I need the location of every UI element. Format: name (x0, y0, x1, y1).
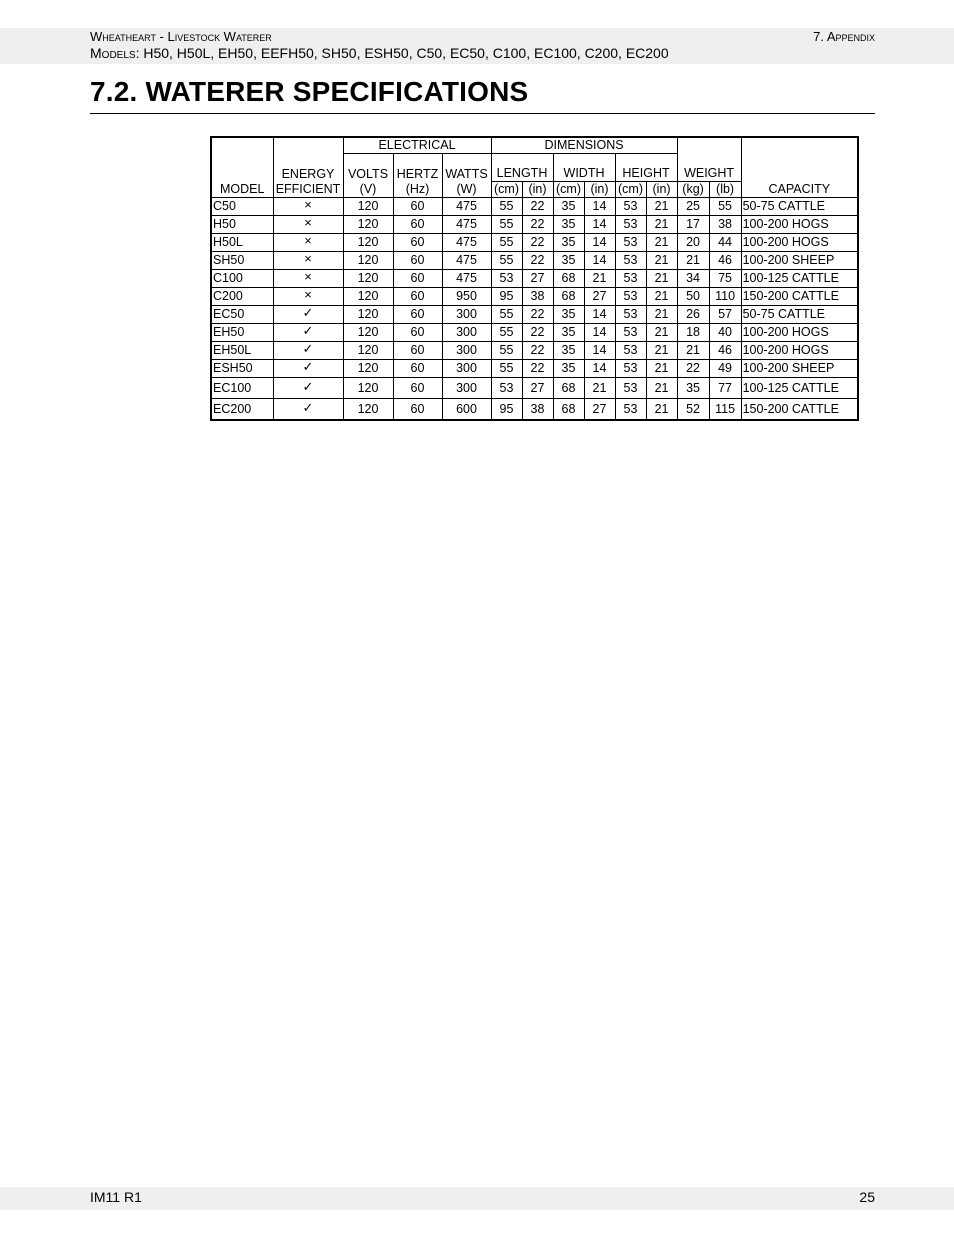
length-cm-cell: 95 (491, 399, 522, 421)
weight-kg-cell: 21 (677, 342, 709, 360)
width-cm-cell: 35 (553, 234, 584, 252)
height-cm-cell: 53 (615, 216, 646, 234)
width-in-cell: 21 (584, 378, 615, 399)
height-cm-cell: 53 (615, 288, 646, 306)
length-cm-cell: 55 (491, 216, 522, 234)
width-in-cell: 27 (584, 399, 615, 421)
check-icon: ✓ (302, 305, 314, 320)
width-cm-cell: 35 (553, 324, 584, 342)
hertz-cell: 60 (393, 252, 442, 270)
length-in-cell: 27 (522, 378, 553, 399)
title-divider (90, 113, 875, 114)
header-row-names (211, 154, 858, 182)
hertz-cell: 60 (393, 324, 442, 342)
energy-efficient-cell (273, 342, 343, 360)
table-row (211, 270, 858, 288)
width-in-unit: (in) (584, 182, 615, 198)
watts-header: WATTS (442, 154, 491, 182)
table-row (211, 378, 858, 399)
height-header: HEIGHT (615, 154, 677, 182)
check-icon: ✓ (302, 378, 314, 394)
capacity-cell: 100-200 HOGS (741, 324, 858, 342)
length-in-cell: 22 (522, 342, 553, 360)
watts-unit: (W) (442, 182, 491, 198)
height-in-cell: 21 (646, 252, 677, 270)
weight-lb-cell: 46 (709, 342, 741, 360)
width-cm-cell: 68 (553, 288, 584, 306)
width-cm-cell: 68 (553, 399, 584, 421)
weight-lb-cell: 44 (709, 234, 741, 252)
capacity-header-spacer (741, 154, 858, 182)
hertz-cell: 60 (393, 198, 442, 216)
length-in-cell: 22 (522, 306, 553, 324)
width-cm-cell: 68 (553, 378, 584, 399)
weight-lb-cell: 49 (709, 360, 741, 378)
weight-lb-cell: 40 (709, 324, 741, 342)
energy-header-blank (273, 137, 343, 154)
weight-kg-cell: 26 (677, 306, 709, 324)
height-cm-cell: 53 (615, 270, 646, 288)
capacity-cell: 50-75 CATTLE (741, 306, 858, 324)
table-row (211, 306, 858, 324)
hertz-cell: 60 (393, 399, 442, 421)
model-cell: C100 (211, 270, 273, 288)
height-in-cell: 21 (646, 360, 677, 378)
weight-header-blank (677, 137, 741, 154)
width-in-cell: 14 (584, 234, 615, 252)
length-in-cell: 38 (522, 399, 553, 421)
width-in-cell: 14 (584, 342, 615, 360)
watts-cell: 300 (442, 306, 491, 324)
watts-cell: 475 (442, 234, 491, 252)
capacity-cell: 100-125 CATTLE (741, 378, 858, 399)
energy-efficient-cell (273, 252, 343, 270)
width-cm-cell: 35 (553, 252, 584, 270)
weight-kg-cell: 34 (677, 270, 709, 288)
specifications-body (211, 198, 858, 421)
watts-cell: 600 (442, 399, 491, 421)
energy-efficient-cell (273, 216, 343, 234)
capacity-header: CAPACITY (741, 182, 858, 198)
length-cm-cell: 55 (491, 324, 522, 342)
watts-cell: 300 (442, 342, 491, 360)
electrical-group-header: ELECTRICAL (343, 137, 491, 154)
height-in-cell: 21 (646, 324, 677, 342)
length-cm-cell: 53 (491, 378, 522, 399)
weight-kg-cell: 21 (677, 252, 709, 270)
hertz-cell: 60 (393, 306, 442, 324)
footer-band (0, 1187, 954, 1210)
length-in-cell: 38 (522, 288, 553, 306)
length-cm-cell: 55 (491, 360, 522, 378)
width-in-cell: 14 (584, 360, 615, 378)
capacity-cell: 150-200 CATTLE (741, 399, 858, 421)
capacity-cell: 100-200 SHEEP (741, 252, 858, 270)
model-cell: EC50 (211, 306, 273, 324)
weight-kg-cell: 50 (677, 288, 709, 306)
table-row (211, 399, 858, 421)
weight-kg-cell: 17 (677, 216, 709, 234)
energy-efficient-cell (273, 324, 343, 342)
capacity-header-blank (741, 137, 858, 154)
footer-doc-id: IM11 R1 (90, 1189, 142, 1205)
table-row (211, 252, 858, 270)
length-in-unit: (in) (522, 182, 553, 198)
cross-icon: × (304, 233, 312, 248)
cross-icon: × (304, 251, 312, 266)
volts-cell: 120 (343, 216, 393, 234)
width-cm-cell: 35 (553, 306, 584, 324)
watts-cell: 300 (442, 324, 491, 342)
width-in-cell: 14 (584, 324, 615, 342)
volts-cell: 120 (343, 252, 393, 270)
height-cm-cell: 53 (615, 399, 646, 421)
weight-lb-cell: 110 (709, 288, 741, 306)
height-in-cell: 21 (646, 234, 677, 252)
cross-icon: × (304, 215, 312, 230)
length-in-cell: 22 (522, 216, 553, 234)
length-cm-cell: 95 (491, 288, 522, 306)
header-row-units (211, 182, 858, 198)
model-header: MODEL (211, 182, 273, 198)
table-row (211, 324, 858, 342)
cross-icon: × (304, 269, 312, 284)
width-header: WIDTH (553, 154, 615, 182)
height-cm-unit: (cm) (615, 182, 646, 198)
check-icon: ✓ (302, 399, 314, 415)
length-cm-cell: 55 (491, 306, 522, 324)
model-header-blank (211, 137, 273, 154)
length-cm-cell: 55 (491, 252, 522, 270)
height-in-unit: (in) (646, 182, 677, 198)
table-row (211, 342, 858, 360)
header-section: 7. Appendix (813, 29, 875, 44)
weight-lb-cell: 55 (709, 198, 741, 216)
model-cell: EH50L (211, 342, 273, 360)
energy-efficient-cell (273, 288, 343, 306)
specifications-table (210, 136, 859, 421)
weight-kg-cell: 20 (677, 234, 709, 252)
model-cell: ESH50 (211, 360, 273, 378)
weight-kg-cell: 35 (677, 378, 709, 399)
hertz-cell: 60 (393, 342, 442, 360)
capacity-cell: 150-200 CATTLE (741, 288, 858, 306)
height-cm-cell: 53 (615, 378, 646, 399)
length-in-cell: 22 (522, 324, 553, 342)
watts-cell: 475 (442, 216, 491, 234)
height-cm-cell: 53 (615, 324, 646, 342)
watts-cell: 475 (442, 270, 491, 288)
watts-cell: 475 (442, 252, 491, 270)
hertz-header: HERTZ (393, 154, 442, 182)
height-cm-cell: 53 (615, 252, 646, 270)
width-cm-cell: 35 (553, 360, 584, 378)
length-cm-cell: 55 (491, 198, 522, 216)
weight-kg-cell: 22 (677, 360, 709, 378)
height-cm-cell: 53 (615, 198, 646, 216)
energy-efficient-cell (273, 399, 343, 421)
model-cell: EC200 (211, 399, 273, 421)
energy-efficient-cell (273, 270, 343, 288)
models-label: Models: (90, 45, 140, 61)
height-cm-cell: 53 (615, 342, 646, 360)
length-cm-unit: (cm) (491, 182, 522, 198)
weight-kg-unit: (kg) (677, 182, 709, 198)
height-in-cell: 21 (646, 399, 677, 421)
energy-efficient-cell (273, 360, 343, 378)
weight-lb-cell: 38 (709, 216, 741, 234)
height-cm-cell: 53 (615, 306, 646, 324)
weight-kg-cell: 18 (677, 324, 709, 342)
capacity-cell: 100-125 CATTLE (741, 270, 858, 288)
width-cm-cell: 35 (553, 198, 584, 216)
table-row (211, 360, 858, 378)
volts-cell: 120 (343, 306, 393, 324)
volts-cell: 120 (343, 378, 393, 399)
table-row (211, 234, 858, 252)
capacity-cell: 100-200 HOGS (741, 216, 858, 234)
width-in-cell: 27 (584, 288, 615, 306)
weight-lb-cell: 77 (709, 378, 741, 399)
volts-cell: 120 (343, 270, 393, 288)
height-cm-cell: 53 (615, 360, 646, 378)
capacity-cell: 50-75 CATTLE (741, 198, 858, 216)
hertz-cell: 60 (393, 378, 442, 399)
hertz-cell: 60 (393, 270, 442, 288)
volts-cell: 120 (343, 342, 393, 360)
height-in-cell: 21 (646, 288, 677, 306)
weight-lb-cell: 115 (709, 399, 741, 421)
check-icon: ✓ (302, 323, 314, 338)
header-row-groups (211, 137, 858, 154)
footer-page-number: 25 (859, 1189, 875, 1205)
length-header: LENGTH (491, 154, 553, 182)
model-cell: H50L (211, 234, 273, 252)
length-in-cell: 22 (522, 198, 553, 216)
weight-kg-cell: 25 (677, 198, 709, 216)
model-cell: H50 (211, 216, 273, 234)
length-in-cell: 22 (522, 252, 553, 270)
height-cm-cell: 53 (615, 234, 646, 252)
weight-lb-cell: 75 (709, 270, 741, 288)
width-in-cell: 14 (584, 306, 615, 324)
efficient-header: EFFICIENT (273, 182, 343, 198)
height-in-cell: 21 (646, 378, 677, 399)
length-in-cell: 22 (522, 360, 553, 378)
table-row (211, 216, 858, 234)
height-in-cell: 21 (646, 270, 677, 288)
header-title: Wheatheart - Livestock Waterer (90, 29, 272, 44)
check-icon: ✓ (302, 359, 314, 374)
hertz-cell: 60 (393, 288, 442, 306)
volts-cell: 120 (343, 198, 393, 216)
watts-cell: 300 (442, 360, 491, 378)
energy-efficient-cell (273, 306, 343, 324)
hertz-cell: 60 (393, 216, 442, 234)
width-in-cell: 14 (584, 216, 615, 234)
watts-cell: 475 (442, 198, 491, 216)
width-in-cell: 14 (584, 252, 615, 270)
volts-cell: 120 (343, 288, 393, 306)
model-cell: EH50 (211, 324, 273, 342)
length-cm-cell: 55 (491, 342, 522, 360)
weight-header: WEIGHT (677, 154, 741, 182)
height-in-cell: 21 (646, 342, 677, 360)
weight-lb-cell: 57 (709, 306, 741, 324)
volts-cell: 120 (343, 324, 393, 342)
width-cm-cell: 68 (553, 270, 584, 288)
length-cm-cell: 53 (491, 270, 522, 288)
dimensions-group-header: DIMENSIONS (491, 137, 677, 154)
width-cm-cell: 35 (553, 216, 584, 234)
height-in-cell: 21 (646, 198, 677, 216)
check-icon: ✓ (302, 341, 314, 356)
capacity-cell: 100-200 HOGS (741, 342, 858, 360)
table-row (211, 288, 858, 306)
watts-cell: 950 (442, 288, 491, 306)
weight-lb-unit: (lb) (709, 182, 741, 198)
length-in-cell: 22 (522, 234, 553, 252)
model-cell: C50 (211, 198, 273, 216)
model-cell: C200 (211, 288, 273, 306)
page-title: 7.2. WATERER SPECIFICATIONS (90, 76, 529, 107)
energy-efficient-cell (273, 198, 343, 216)
header-models (90, 45, 669, 61)
hertz-cell: 60 (393, 234, 442, 252)
cross-icon: × (304, 197, 312, 212)
models-list: H50, H50L, EH50, EEFH50, SH50, ESH50, C50, EC50, C100, EC100, C200, EC200 (143, 45, 669, 61)
model-cell: SH50 (211, 252, 273, 270)
table-row (211, 198, 858, 216)
energy-header: ENERGY (273, 154, 343, 182)
width-cm-unit: (cm) (553, 182, 584, 198)
model-cell: EC100 (211, 378, 273, 399)
weight-lb-cell: 46 (709, 252, 741, 270)
height-in-cell: 21 (646, 306, 677, 324)
cross-icon: × (304, 287, 312, 302)
volts-cell: 120 (343, 234, 393, 252)
hertz-unit: (Hz) (393, 182, 442, 198)
width-in-cell: 14 (584, 198, 615, 216)
length-cm-cell: 55 (491, 234, 522, 252)
height-in-cell: 21 (646, 216, 677, 234)
capacity-cell: 100-200 SHEEP (741, 360, 858, 378)
capacity-cell: 100-200 HOGS (741, 234, 858, 252)
weight-kg-cell: 52 (677, 399, 709, 421)
length-in-cell: 27 (522, 270, 553, 288)
energy-efficient-cell (273, 378, 343, 399)
model-header-spacer (211, 154, 273, 182)
volts-unit: (V) (343, 182, 393, 198)
volts-cell: 120 (343, 360, 393, 378)
volts-cell: 120 (343, 399, 393, 421)
watts-cell: 300 (442, 378, 491, 399)
width-in-cell: 21 (584, 270, 615, 288)
hertz-cell: 60 (393, 360, 442, 378)
volts-header: VOLTS (343, 154, 393, 182)
energy-efficient-cell (273, 234, 343, 252)
width-cm-cell: 35 (553, 342, 584, 360)
